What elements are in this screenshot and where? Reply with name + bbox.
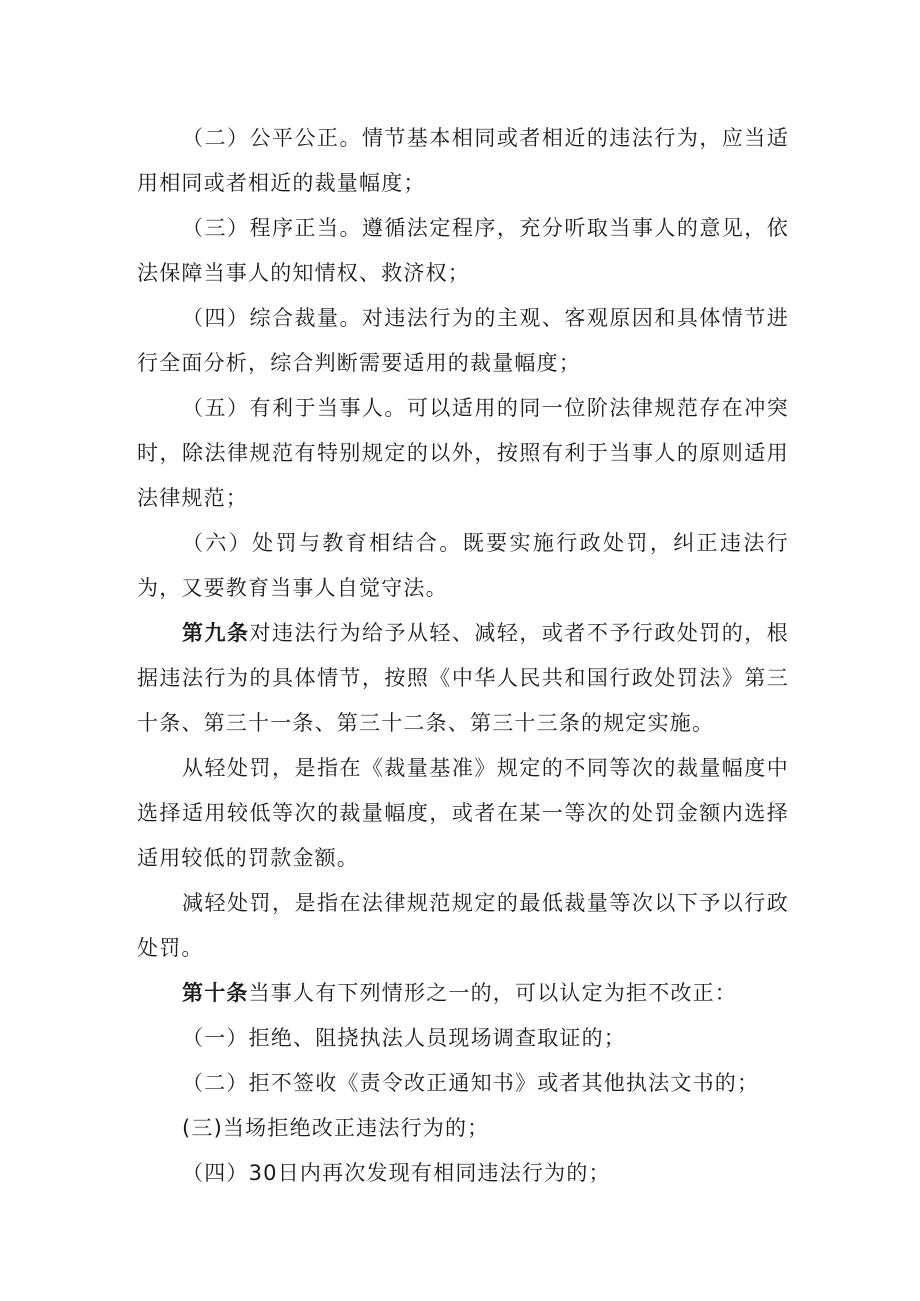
paragraph-text: （三）程序正当。遵循法定程序，充分听取当事人的意见，依法保障当事人的知情权、救济权； [137,216,789,285]
paragraph-text: （四）综合裁量。对违法行为的主观、客观原因和具体情节进行全面分析，综合判断需要适用的裁量幅度； [137,306,789,375]
paragraph [137,521,789,611]
paragraph [137,881,789,971]
paragraph [137,746,789,881]
paragraph-text: 从轻处罚，是指在《裁量基准》规定的不同等次的裁量幅度中选择适用较低等次的裁量幅度，或者在某一等次的处罚金额内选择适用较低的罚款金额。 [137,756,789,870]
paragraph-text: (三)当场拒绝改正违法行为的； [182,1116,490,1140]
paragraph-text: （四）30日内再次发现有相同违法行为的； [182,1161,611,1185]
article-paragraph [137,611,789,746]
document-body [137,116,789,1196]
paragraph [137,1151,789,1196]
paragraph [137,1061,789,1106]
paragraph-text: 对违法行为给予从轻、减轻，或者不予行政处罚的，根据违法行为的具体情节，按照《中华人民共和国行政处罚法》第三十条、第三十一条、第三十二条、第三十三条的规定实施。 [137,621,789,735]
paragraph-text: （二）拒不签收《责令改正通知书》或者其他执法文书的； [182,1071,760,1095]
article-number: 第九条 [182,621,250,645]
paragraph-text: （五）有利于当事人。可以适用的同一位阶法律规范存在冲突时，除法律规范有特别规定的以外，按照有利于当事人的原则适用法律规范； [137,396,789,510]
paragraph [137,296,789,386]
paragraph [137,386,789,521]
paragraph [137,1016,789,1061]
article-paragraph [137,971,789,1016]
paragraph-text: （一）拒绝、阻挠执法人员现场调查取证的； [182,1026,626,1050]
paragraph-text: （六）处罚与教育相结合。既要实施行政处罚，纠正违法行为，又要教育当事人自觉守法。 [137,531,789,600]
paragraph [137,1106,789,1151]
paragraph-text: 减轻处罚，是指在法律规范规定的最低裁量等次以下予以行政处罚。 [137,891,789,960]
paragraph-text: 当事人有下列情形之一的，可以认定为拒不改正： [248,981,738,1005]
paragraph-text: （二）公平公正。情节基本相同或者相近的违法行为，应当适用相同或者相近的裁量幅度； [137,126,789,195]
article-number: 第十条 [182,981,249,1005]
paragraph [137,116,789,206]
paragraph [137,206,789,296]
